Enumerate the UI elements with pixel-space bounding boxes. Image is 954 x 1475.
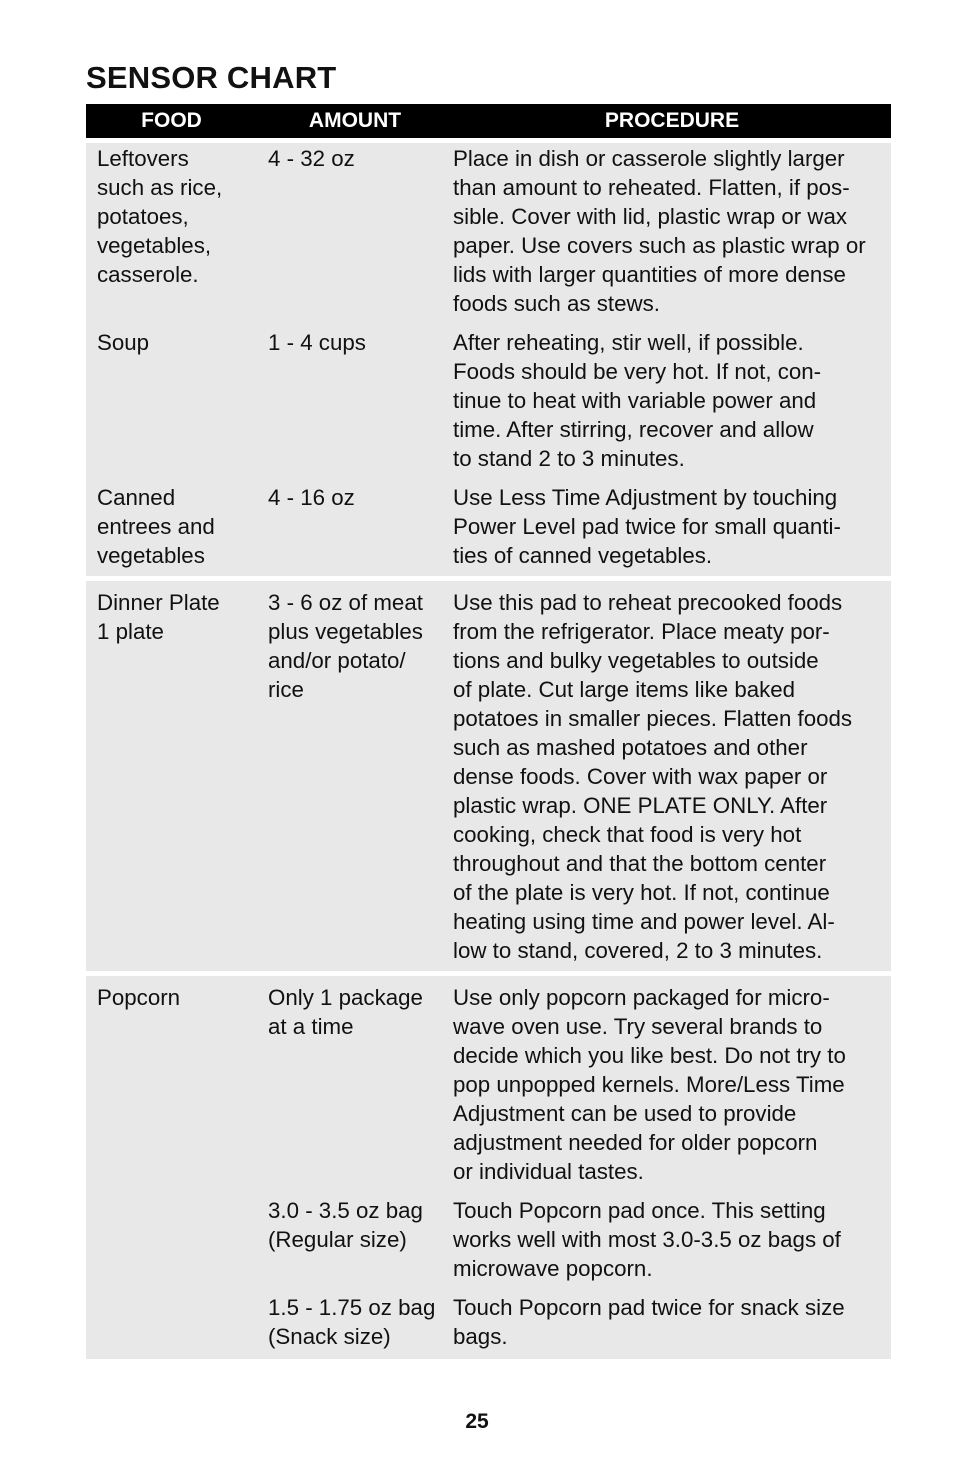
table-row: [86, 1196, 891, 1283]
procedure-cell: Use only popcorn packaged for micro- wave oven use. Try several brands to decide which you like best. Do not try to pop unpopped kernels. More/Less Time Adjustment can be used to provide adjustment needed for older popcorn or individual tastes.: [453, 985, 846, 1184]
row-group-reheat: [86, 143, 891, 576]
chart-title: SENSOR CHART: [86, 60, 337, 95]
food-cell: [86, 1293, 257, 1351]
food-cell: Dinner Plate 1 plate: [97, 590, 220, 644]
table-row: [86, 1293, 891, 1351]
procedure-cell: After reheating, stir well, if possible. Foods should be very hot. If not, con- tinue to heat with variable power and time. After stirring, recover and allow to stand 2 to 3 minutes.: [453, 330, 822, 471]
row-group-popcorn: [86, 976, 891, 1359]
row-group-dinner-plate: [86, 581, 891, 971]
amount-cell: 3 - 6 oz of meat plus vegetables and/or potato/ rice: [268, 590, 423, 702]
header-amount: AMOUNT: [308, 109, 402, 132]
food-cell: Soup: [97, 330, 150, 355]
page-number: 25: [465, 1410, 489, 1433]
amount-cell: 3.0 - 3.5 oz bag (Regular size): [268, 1198, 423, 1252]
amount-cell: Only 1 package at a time: [268, 985, 423, 1039]
header-procedure: PROCEDURE: [604, 109, 740, 132]
food-cell: Popcorn: [97, 985, 181, 1010]
procedure-cell: Touch Popcorn pad twice for snack size bags.: [453, 1295, 845, 1349]
amount-cell: 1.5 - 1.75 oz bag (Snack size): [268, 1295, 436, 1349]
table-row: [86, 144, 891, 318]
sensor-chart-table: [86, 104, 891, 1359]
procedure-cell: Use this pad to reheat precooked foods from the refrigerator. Place meaty por- tions and bulky vegetables to outside of plate. Cut large items like baked potatoes in smaller pieces. Flatten foods such as mashed potatoes and other dense foods. Cover with wax paper or plastic wrap. ONE PLATE ONLY. After cooking, check that food is very hot throughout and that the bottom center of the plate is very hot. If not, continue heating using time and power level. Al- low to stand, covered, 2 to 3 minutes.: [453, 590, 853, 963]
procedure-cell: Place in dish or casserole slightly larger than amount to reheated. Flatten, if pos- sible. Cover with lid, plastic wrap or wax paper. Use covers such as plastic wrap or lids with larger quantities of more dense foods such as stews.: [453, 146, 866, 316]
food-cell: Canned entrees and vegetables: [97, 485, 215, 568]
procedure-cell: Use Less Time Adjustment by touching Power Level pad twice for small quanti- ties of canned vegetables.: [453, 485, 841, 568]
food-cell: Leftovers such as rice, potatoes, vegetables, casserole.: [97, 146, 223, 287]
food-cell: [86, 1196, 257, 1283]
amount-cell: 4 - 32 oz: [268, 146, 355, 171]
table-row: [86, 483, 891, 570]
header-food: FOOD: [141, 109, 202, 132]
table-row: [86, 328, 891, 473]
procedure-cell: Touch Popcorn pad once. This setting works well with most 3.0-3.5 oz bags of microwave popcorn.: [453, 1198, 841, 1281]
amount-cell: 4 - 16 oz: [268, 485, 355, 510]
table-header: [86, 104, 891, 138]
amount-cell: 1 - 4 cups: [268, 330, 366, 355]
table-row: [86, 588, 891, 965]
table-row: [86, 983, 891, 1186]
